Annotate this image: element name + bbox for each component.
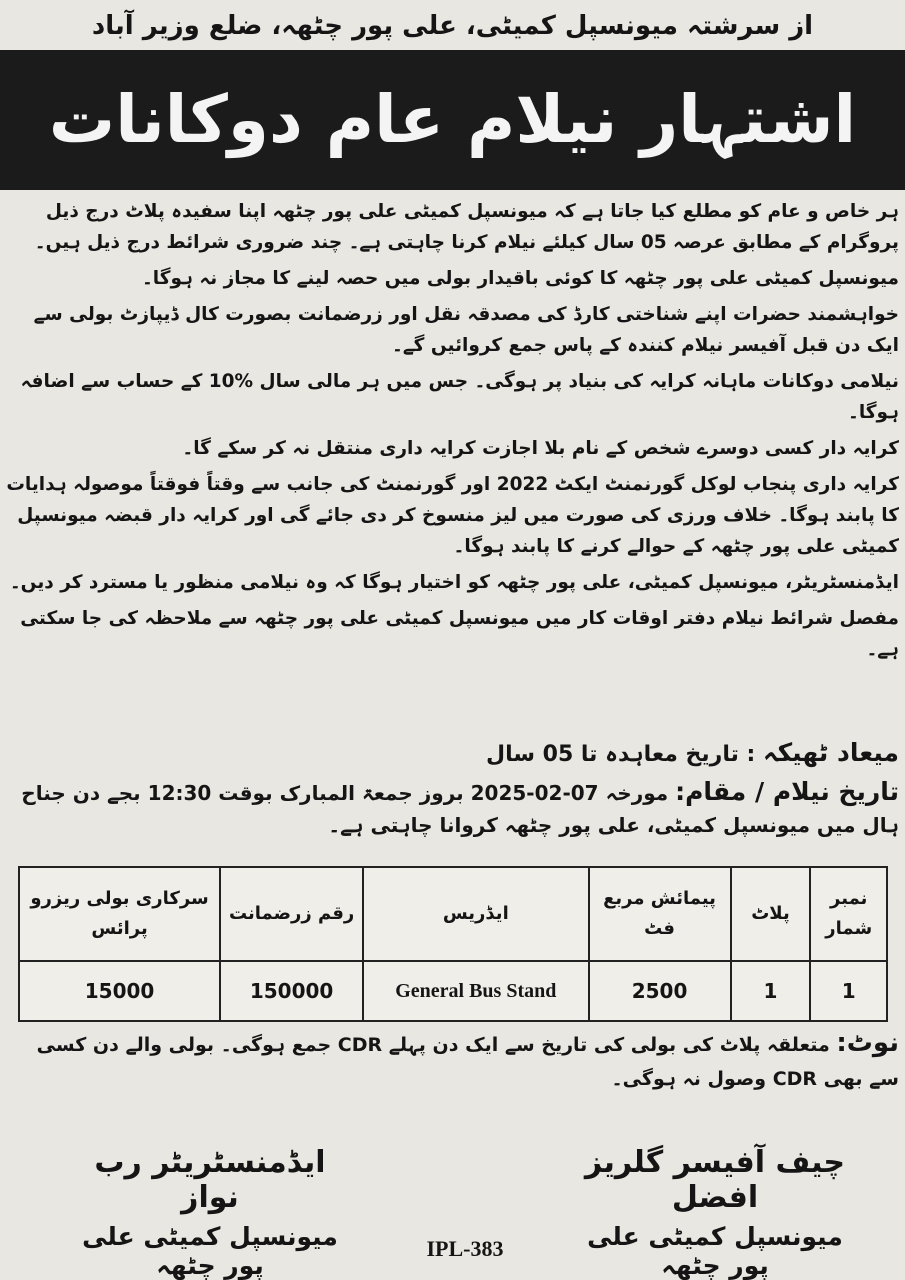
term-item: کرایہ داری پنجاب لوکل گورنمنٹ ایکٹ 2022 اور گورنمنٹ کی جانب سے وقتاً فوقتاً موصولہ ہدایات کا پابند ہوگا۔ خلاف ورزی کی صورت میں لیز منسوخ کر دی جائے گی اور کرایہ دار قبضہ میونسپل کمیٹی علی پور چٹھہ کے حوالے کرنے کا پابند ہوگا۔ xyxy=(6,474,899,557)
term-item: میونسپل کمیٹی علی پور چٹھہ کا کوئی باقیدار بولی میں حصہ لینے کا مجاز نہ ہوگا۔ xyxy=(141,268,899,289)
term-item: مفصل شرائط نیلام دفتر اوقات کار میں میونسپل کمیٹی علی پور چٹھہ سے ملاحظہ کی جا سکتی ہے۔ xyxy=(20,608,899,660)
table-header-row xyxy=(19,867,887,961)
lease-period-value: : تاریخ معاہدہ تا 05 سال xyxy=(485,742,756,767)
cell-area: 2500 xyxy=(589,961,731,1021)
chief-officer-org: میونسپل کمیٹی علی پور چٹھہ xyxy=(587,1222,843,1280)
header-address: ایڈریس xyxy=(363,867,589,961)
cell-plot: 1 xyxy=(731,961,811,1021)
term-item: نیلامی دوکانات ماہانہ کرایہ کی بنیاد پر ہوگی۔ جس میں ہر مالی سال %10 کے حساب سے اضافہ ہوگا۔ xyxy=(20,371,899,423)
header-security: رقم زرضمانت xyxy=(220,867,363,961)
header-plot: پلاٹ xyxy=(731,867,811,961)
auction-date-place xyxy=(6,776,899,841)
ipl-number: IPL-383 xyxy=(426,1236,504,1261)
cell-address: General Bus Stand xyxy=(363,961,589,1021)
header-reserve-price: سرکاری بولی ریزرو پرائس xyxy=(19,867,220,961)
administrator-org: میونسپل کمیٹی علی پور چٹھہ xyxy=(82,1222,338,1280)
notice-title: اشتہار نیلام عام دوکانات xyxy=(0,50,905,190)
term-item: ایڈمنسٹریٹر، میونسپل کمیٹی، علی پور چٹھہ کو اختیار ہوگا کہ وہ نیلامی منظور یا مسترد کر دیں۔ xyxy=(9,572,899,593)
cell-security: 150000 xyxy=(220,961,363,1021)
cell-reserve-price: 15000 xyxy=(19,961,220,1021)
auction-table xyxy=(18,866,888,1022)
term-item: خواہشمند حضرات اپنے شناختی کارڈ کی مصدقہ نقل اور زرضمانت بصورت کال ڈیپازٹ بولی سے ایک دن قبل آفیسر نیلام کنندہ کے پاس جمع کروائیں گے۔ xyxy=(33,304,899,356)
header-serial: نمبر شمار xyxy=(810,867,887,961)
note-text: متعلقہ پلاٹ کی بولی کی تاریخ سے ایک دن پہلے CDR جمع ہوگی۔ بولی والے دن کسی سے بھی CDR وصول نہ ہوگی۔ xyxy=(36,1034,899,1090)
lease-period-label: میعاد ٹھیکہ xyxy=(763,738,899,767)
issuer-header: از سرشتہ میونسپل کمیٹی، علی پور چٹھہ، ضلع وزیر آباد xyxy=(91,11,814,41)
cell-serial: 1 xyxy=(810,961,887,1021)
administrator-signature: ایڈمنسٹریٹر رب نواز xyxy=(94,1145,326,1215)
auction-date-label: تاریخ نیلام / مقام: xyxy=(675,777,899,806)
note-section xyxy=(6,1026,899,1096)
chief-officer-signature: چیف آفیسر گلریز افضل xyxy=(584,1145,846,1215)
intro-paragraph: ہر خاص و عام کو مطلع کیا جاتا ہے کہ میونسپل کمیٹی علی پور چٹھہ اپنا سفیدہ پلاٹ درج ذیل پروگرام کے مطابق عرصہ 05 سال کیلئے نیلام کرنا چاہتی ہے۔ چند ضروری شرائط درج ذیل ہیں۔ xyxy=(34,201,899,253)
auction-date-value: مورخہ 07-02-2025 بروز جمعۃ المبارک بوقت 12:30 بجے دن جناح ہال میں میونسپل کمیٹی، علی پور چٹھہ کروانا چاہتی ہے۔ xyxy=(21,781,899,837)
note-label: نوٹ: xyxy=(836,1028,899,1058)
term-item: کرایہ دار کسی دوسرے شخص کے نام بلا اجازت کرایہ داری منتقل نہ کر سکے گا۔ xyxy=(182,438,899,459)
header-area: پیمائش مربع فٹ xyxy=(589,867,731,961)
table-row xyxy=(19,961,887,1021)
terms-section xyxy=(6,196,899,670)
lease-period xyxy=(6,736,899,772)
